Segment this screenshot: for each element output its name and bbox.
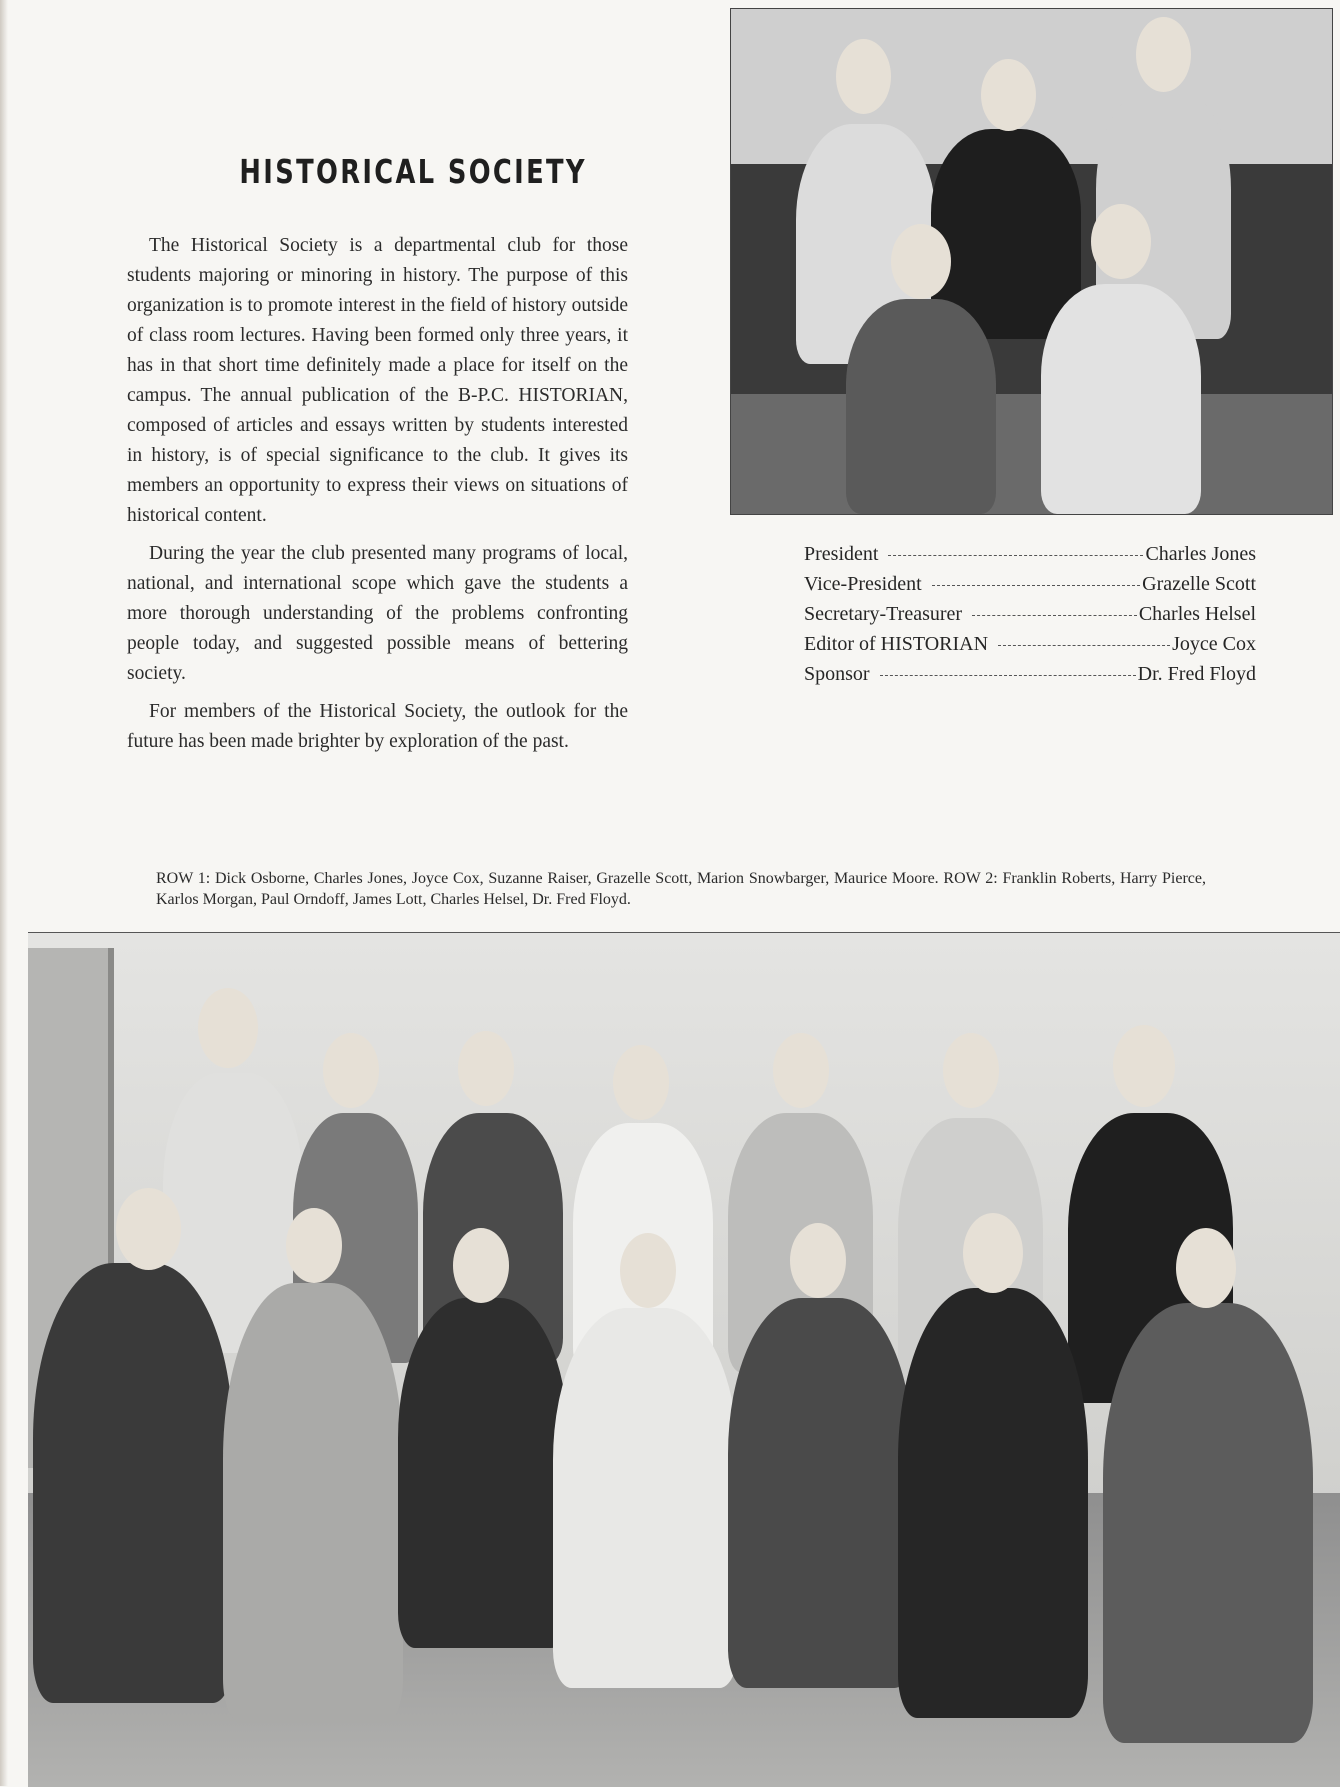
figure-head bbox=[286, 1208, 342, 1283]
seated-figure bbox=[33, 1263, 233, 1703]
officer-role: President bbox=[804, 543, 879, 565]
group-photo bbox=[28, 932, 1340, 1787]
seated-figure bbox=[1041, 284, 1201, 514]
figure-head bbox=[943, 1033, 999, 1108]
seated-figure bbox=[398, 1298, 568, 1648]
figure-head bbox=[198, 988, 258, 1068]
paragraph: The Historical Society is a departmental club for those students majoring or minoring in history. The purpose of this organization is to promote interest in the field of history outside of class room lectures. Having been formed only three years, it has in that short time definitely made a place for itself on the campus. The annual publication of the B-P.C. HISTORIAN, composed of articles and essays written by students interested in history, is of special significance to the club. It gives its members an opportunity to express their views on situations of historical content. bbox=[127, 235, 628, 526]
photo-floor bbox=[731, 394, 1332, 514]
seated-figure bbox=[898, 1288, 1088, 1718]
figure-head bbox=[963, 1213, 1023, 1293]
leader-dashes bbox=[932, 585, 1141, 586]
seated-figure bbox=[728, 1298, 913, 1688]
officer-row bbox=[804, 539, 1256, 569]
seated-figure bbox=[1103, 1303, 1313, 1743]
officer-role: Sponsor bbox=[804, 663, 870, 685]
officer-row bbox=[804, 569, 1256, 599]
figure-head bbox=[790, 1223, 846, 1298]
leader-dashes bbox=[998, 645, 1170, 646]
officer-name: Charles Jones bbox=[1145, 543, 1256, 565]
paragraph: For members of the Historical Society, the outlook for the future has been made brighter by exploration of the past. bbox=[127, 701, 628, 752]
figure-head bbox=[1136, 17, 1191, 92]
officers-list bbox=[804, 539, 1256, 689]
officer-role: Editor of HISTORIAN bbox=[804, 633, 989, 655]
paragraph: During the year the club presented many programs of local, national, and international scope which gave the students a more thorough understanding of the problems confronting people today, and suggested possible means of bettering society. bbox=[127, 543, 628, 684]
officer-row bbox=[804, 599, 1256, 629]
leader-dashes bbox=[880, 675, 1136, 676]
figure-head bbox=[453, 1228, 509, 1303]
figure-head bbox=[1113, 1025, 1175, 1107]
leader-dashes bbox=[888, 555, 1143, 556]
leader-dashes bbox=[972, 615, 1137, 616]
figure-head bbox=[1091, 204, 1151, 279]
figure-head bbox=[981, 59, 1036, 131]
figure-head bbox=[836, 39, 891, 114]
figure-head bbox=[891, 224, 951, 299]
officer-row bbox=[804, 629, 1256, 659]
officers-photo bbox=[730, 8, 1333, 515]
seated-figure bbox=[846, 299, 996, 514]
figure-head bbox=[1176, 1228, 1236, 1308]
page-title: HISTORICAL SOCIETY bbox=[239, 152, 587, 191]
group-photo-caption: ROW 1: Dick Osborne, Charles Jones, Joyce Cox, Suzanne Raiser, Grazelle Scott, Marion Snowbarger, Maurice Moore. ROW 2: Franklin Roberts, Harry Pierce, Karlos Morgan, Paul Orndoff, James Lott, Charles Helsel, Dr. Fred Floyd. bbox=[156, 870, 1206, 908]
officer-row bbox=[804, 659, 1256, 689]
officer-name: Dr. Fred Floyd bbox=[1137, 663, 1256, 685]
article-body bbox=[127, 231, 628, 765]
seated-figure bbox=[553, 1308, 738, 1688]
figure-head bbox=[458, 1031, 514, 1106]
figure-head bbox=[116, 1188, 181, 1270]
figure-head bbox=[613, 1045, 669, 1120]
officer-role: Vice-President bbox=[804, 573, 922, 595]
figure-head bbox=[323, 1033, 379, 1108]
officer-name: Charles Helsel bbox=[1138, 603, 1256, 625]
page-edge bbox=[0, 0, 8, 1786]
seated-figure bbox=[223, 1283, 403, 1723]
figure-head bbox=[773, 1033, 829, 1108]
figure-head bbox=[620, 1233, 676, 1308]
officer-name: Grazelle Scott bbox=[1142, 573, 1256, 595]
officer-role: Secretary-Treasurer bbox=[804, 603, 963, 625]
officer-name: Joyce Cox bbox=[1172, 633, 1256, 655]
